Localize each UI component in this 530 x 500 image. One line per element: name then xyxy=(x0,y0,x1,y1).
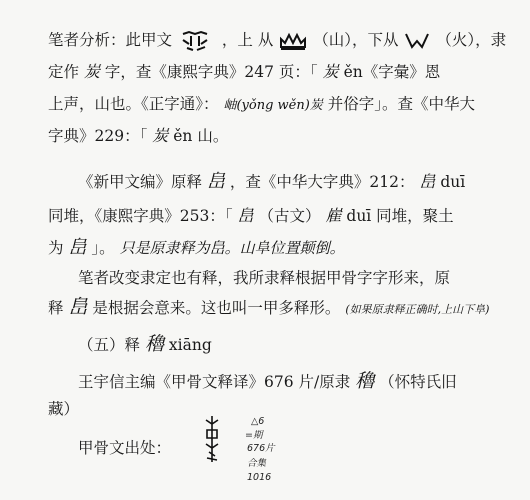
mountain-glyph-icon xyxy=(278,31,308,51)
handwritten-char: 炭 xyxy=(322,62,339,81)
text: 并俗字」。查《中华大 xyxy=(327,95,475,113)
handwritten-char: 穭 xyxy=(144,333,164,355)
text: 同堆，《康熙字典》253：「 xyxy=(48,207,233,225)
handwritten-char: 峊 xyxy=(68,296,88,318)
text: 藏） xyxy=(48,400,80,418)
p1-line-3 xyxy=(48,94,475,116)
text: 定作 xyxy=(48,63,80,81)
text: 」。 xyxy=(91,239,115,257)
text: 《新甲文编》原释 xyxy=(78,173,203,191)
text: 字，查《康熙字典》247 页：「 xyxy=(104,63,318,81)
note-4: 合集 xyxy=(247,458,267,469)
p1-line-2 xyxy=(48,62,440,82)
handwritten-char: 穭 xyxy=(355,370,375,392)
note-3: 676片 xyxy=(247,443,275,454)
text: 笔者改变隶定也有释，我所隶释根据甲骨字字形来，原 xyxy=(78,269,451,287)
text: ，查《中华大字典》212： xyxy=(229,173,415,191)
oracle-vertical-glyph-icon xyxy=(203,414,221,464)
section-heading xyxy=(78,334,212,355)
handwritten-note: (如果原隶释正确时,上山下阜) xyxy=(345,303,490,316)
text: 上声，山也。《正字通》： xyxy=(48,95,219,113)
text: 字典》229：「 xyxy=(48,127,148,145)
text: 笔者分析：此甲文 xyxy=(48,31,173,49)
text: （火），隶 xyxy=(436,31,507,49)
text: （五）释 xyxy=(78,336,141,354)
text: ěn《字彙》恩 xyxy=(343,63,441,81)
note-2: =期 xyxy=(245,430,263,441)
note-5: 1016 xyxy=(247,472,272,483)
text: （古文） xyxy=(258,207,321,225)
handwritten-char: 峊 xyxy=(206,171,225,192)
handwritten-char: 峊 xyxy=(419,172,436,191)
p2-line-3 xyxy=(48,238,345,258)
text: 王宇信主编《甲骨文释译》676 片/原隶 xyxy=(78,373,351,391)
fire-glyph-icon xyxy=(403,31,431,51)
handwritten-char: 岫(yǒng wěn)炭 xyxy=(223,98,323,113)
p3-line-2 xyxy=(48,297,489,320)
text: duī 同堆，聚土 xyxy=(346,207,454,225)
oracle-glyph-icon xyxy=(177,30,217,52)
p3-line-1 xyxy=(78,268,450,288)
section-line-1 xyxy=(78,371,457,392)
text: 释 xyxy=(48,299,64,317)
handwritten-char: 峊 xyxy=(68,237,87,258)
handwritten-char: 嵟 xyxy=(325,206,342,225)
text: 是根据会意来。这也叫一甲多释形。 xyxy=(92,299,341,317)
text: 甲骨文出处： xyxy=(78,439,172,457)
text: ěn 山。 xyxy=(173,127,229,145)
text: ，上 从 xyxy=(221,31,274,49)
p2-line-2 xyxy=(48,206,454,226)
text: duī xyxy=(440,173,466,191)
p1-line-4 xyxy=(48,126,228,146)
text: （怀特氏旧 xyxy=(379,373,457,391)
text: 为 xyxy=(48,239,64,257)
handwritten-char: 峊 xyxy=(237,206,254,225)
note-1: △6 xyxy=(251,416,265,427)
handwritten-note: 只是原隶释为峊。山阜位置颠倒。 xyxy=(119,239,345,257)
handwritten-char: 炭 xyxy=(83,62,100,81)
p2-line-1 xyxy=(78,172,465,192)
text: （山），下从 xyxy=(313,31,399,49)
text: xiāng xyxy=(168,336,212,354)
handwritten-char: 炭 xyxy=(152,126,169,145)
p1-line-1 xyxy=(48,30,506,52)
source-label xyxy=(78,438,171,458)
section-line-2 xyxy=(48,399,79,419)
